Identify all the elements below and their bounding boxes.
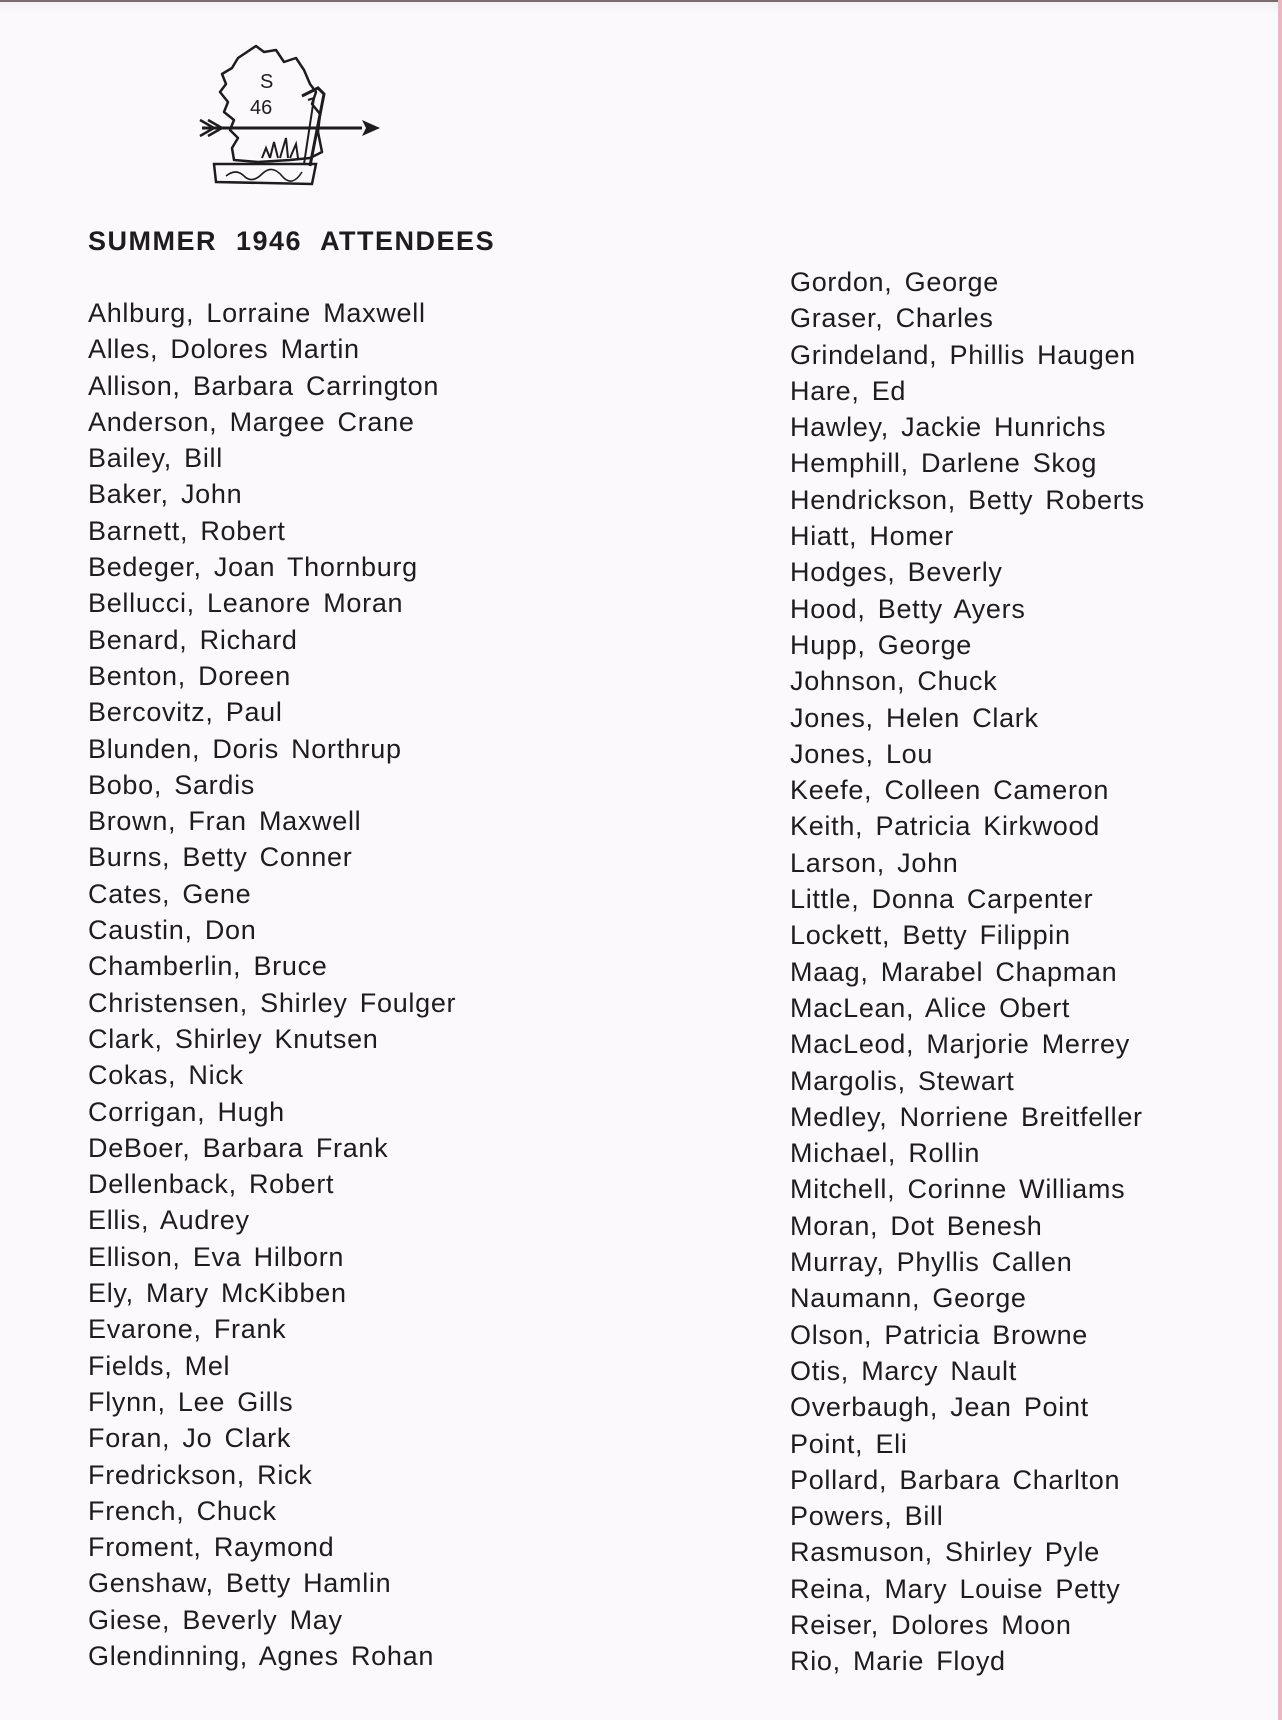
attendee-name: Clark, Shirley Knutsen xyxy=(88,1023,379,1054)
attendee-name: Lockett, Betty Filippin xyxy=(790,920,1071,951)
page-top-edge xyxy=(0,0,1282,14)
attendee-name: Caustin, Don xyxy=(88,915,257,946)
attendee-name: Keith, Patricia Kirkwood xyxy=(790,811,1100,842)
attendee-name: Larson, John xyxy=(790,847,959,878)
attendee-name: Benton, Doreen xyxy=(88,660,291,691)
attendee-name: Hemphill, Darlene Skog xyxy=(790,448,1098,479)
attendee-name: Moran, Dot Benesh xyxy=(790,1210,1043,1241)
attendee-name: Naumann, George xyxy=(790,1283,1027,1314)
attendee-name: Hupp, George xyxy=(790,629,973,660)
attendee-name: Graser, Charles xyxy=(790,303,994,334)
attendee-name: Point, Eli xyxy=(790,1428,908,1459)
attendee-name: Alles, Dolores Martin xyxy=(88,334,360,365)
page-title: SUMMER 1946 ATTENDEES xyxy=(88,226,496,256)
attendee-name: Glendinning, Agnes Rohan xyxy=(88,1640,435,1671)
attendee-name: Reina, Mary Louise Petty xyxy=(790,1573,1121,1604)
attendee-name: Pollard, Barbara Charlton xyxy=(790,1464,1121,1495)
attendee-name: Grindeland, Phillis Haugen xyxy=(790,339,1136,370)
attendee-name: Keefe, Colleen Cameron xyxy=(790,775,1110,806)
attendee-name: Giese, Beverly May xyxy=(88,1604,343,1635)
emblem-number: 46 xyxy=(250,97,273,119)
attendee-name: Allison, Barbara Carrington xyxy=(88,370,440,401)
attendee-name: MacLeod, Marjorie Merrey xyxy=(790,1029,1130,1060)
attendee-name: Chamberlin, Bruce xyxy=(88,951,328,982)
attendee-name: Cokas, Nick xyxy=(88,1060,244,1091)
attendee-name: Murray, Phyllis Callen xyxy=(790,1247,1073,1278)
attendee-name: Otis, Marcy Nault xyxy=(790,1355,1017,1386)
attendee-name: Baker, John xyxy=(88,479,243,510)
attendee-name: Rasmuson, Shirley Pyle xyxy=(790,1537,1101,1568)
attendee-name: Maag, Marabel Chapman xyxy=(790,956,1118,987)
attendee-name: Hawley, Jackie Hunrichs xyxy=(790,412,1107,443)
attendee-name: Hiatt, Homer xyxy=(790,521,954,552)
attendee-name: Ellis, Audrey xyxy=(88,1205,250,1236)
attendee-list-left xyxy=(88,295,456,1674)
attendee-name: Margolis, Stewart xyxy=(790,1065,1015,1096)
attendee-name: MacLean, Alice Obert xyxy=(790,992,1071,1023)
attendee-name: Blunden, Doris Northrup xyxy=(88,733,402,764)
attendee-name: Overbaugh, Jean Point xyxy=(790,1392,1089,1423)
attendee-name: Burns, Betty Conner xyxy=(88,842,353,873)
attendee-name: Powers, Bill xyxy=(790,1501,944,1532)
attendee-name: Anderson, Margee Crane xyxy=(88,406,415,437)
attendee-name: Bedeger, Joan Thornburg xyxy=(88,552,418,583)
attendee-name: Hendrickson, Betty Roberts xyxy=(790,484,1145,515)
attendee-name: Ellison, Eva Hilborn xyxy=(88,1241,345,1272)
attendee-name: Reiser, Dolores Moon xyxy=(790,1609,1072,1640)
camp-emblem-icon xyxy=(192,40,382,190)
attendee-name: Cates, Gene xyxy=(88,878,252,909)
attendee-name: Jones, Helen Clark xyxy=(790,702,1039,733)
attendee-name: Hare, Ed xyxy=(790,375,907,406)
attendee-name: Michael, Rollin xyxy=(790,1138,981,1169)
attendee-name: Brown, Fran Maxwell xyxy=(88,806,362,837)
attendee-name: Johnson, Chuck xyxy=(790,666,998,697)
attendee-name: Corrigan, Hugh xyxy=(88,1096,285,1127)
attendee-name: Christensen, Shirley Foulger xyxy=(88,987,457,1018)
attendee-name: French, Chuck xyxy=(88,1495,277,1526)
attendee-name: Bellucci, Leanore Moran xyxy=(88,588,404,619)
attendee-name: Fields, Mel xyxy=(88,1350,231,1381)
attendee-name: Benard, Richard xyxy=(88,624,298,655)
attendee-name: Bailey, Bill xyxy=(88,443,223,474)
attendee-name: Ely, Mary McKibben xyxy=(88,1278,347,1309)
attendee-name: Gordon, George xyxy=(790,267,999,297)
attendee-name: Olson, Patricia Browne xyxy=(790,1319,1089,1350)
emblem-letter: S xyxy=(260,71,274,93)
attendee-name: Mitchell, Corinne Williams xyxy=(790,1174,1126,1205)
attendee-list-right xyxy=(790,264,1145,1680)
page-right-edge xyxy=(1278,0,1282,1720)
attendee-name: Medley, Norriene Breitfeller xyxy=(790,1101,1143,1132)
attendee-name: Little, Donna Carpenter xyxy=(790,884,1094,915)
attendee-name: Genshaw, Betty Hamlin xyxy=(88,1568,392,1599)
attendee-name: Barnett, Robert xyxy=(88,515,286,546)
attendee-name: Dellenback, Robert xyxy=(88,1169,335,1200)
attendee-name: Ahlburg, Lorraine Maxwell xyxy=(88,298,426,328)
attendee-name: Froment, Raymond xyxy=(88,1532,335,1563)
attendee-name: Hood, Betty Ayers xyxy=(790,593,1026,624)
attendee-name: Rio, Marie Floyd xyxy=(790,1646,1006,1677)
attendee-name: DeBoer, Barbara Frank xyxy=(88,1132,389,1163)
attendee-name: Flynn, Lee Gills xyxy=(88,1386,294,1417)
attendee-name: Foran, Jo Clark xyxy=(88,1423,292,1454)
attendee-name: Evarone, Frank xyxy=(88,1314,287,1345)
attendee-name: Fredrickson, Rick xyxy=(88,1459,313,1490)
attendee-name: Bobo, Sardis xyxy=(88,769,255,800)
attendee-name: Jones, Lou xyxy=(790,738,934,769)
attendee-name: Hodges, Beverly xyxy=(790,557,1003,588)
attendee-name: Bercovitz, Paul xyxy=(88,697,283,728)
